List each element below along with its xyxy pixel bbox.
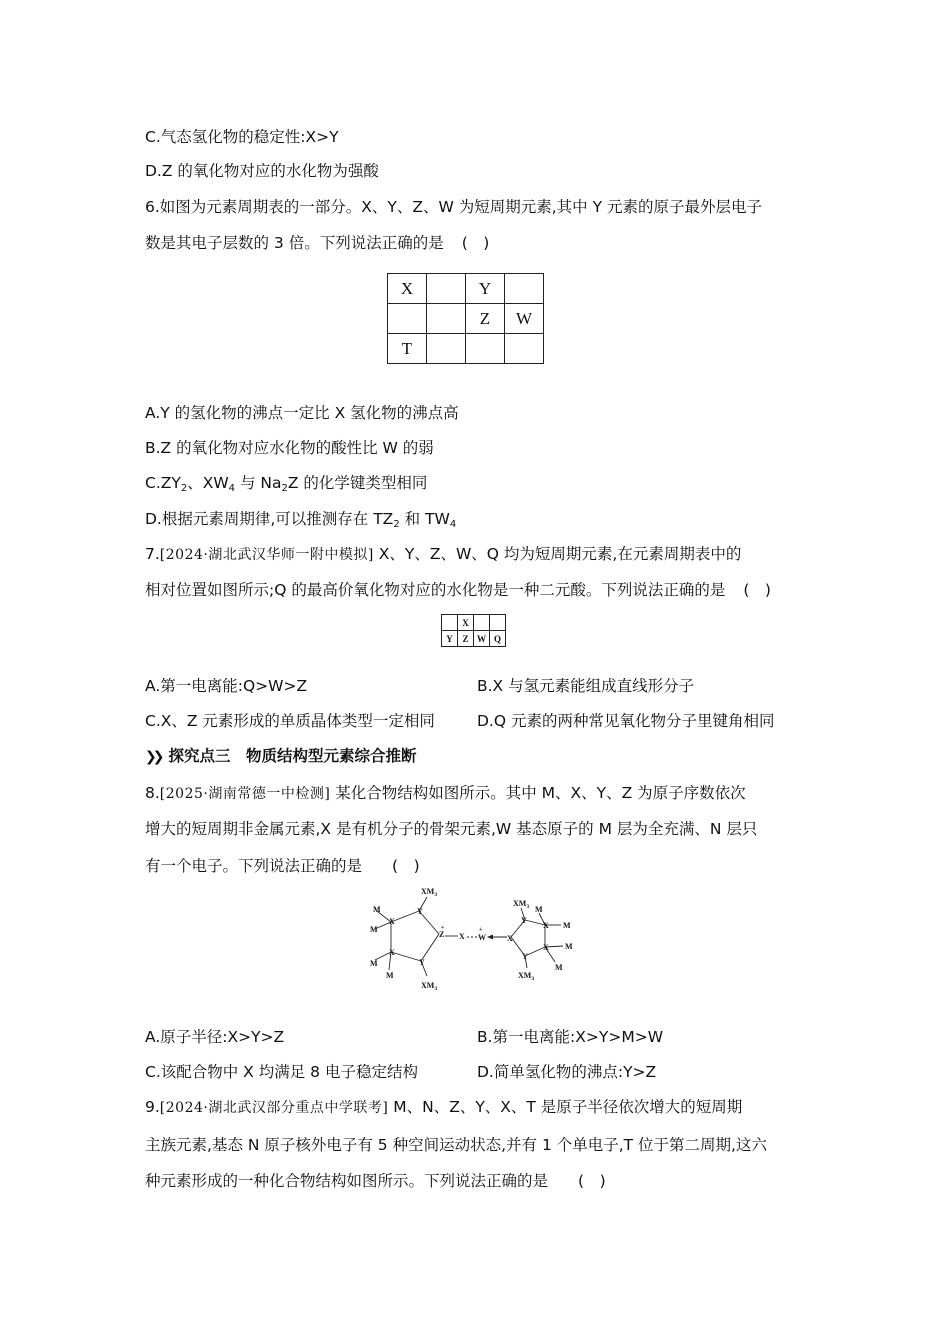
q6-cell xyxy=(505,334,544,364)
q8-structure-diagram xyxy=(365,884,585,990)
q6d-sub1: 2 xyxy=(393,519,400,530)
q9-stem-line1 xyxy=(145,1096,742,1119)
q7-stem-line1 xyxy=(145,543,741,566)
q5-option-d: D.Z 的氧化物对应的水化物为强酸 xyxy=(145,162,379,180)
q8-option-b: B.第一电离能:X>Y>M>W xyxy=(477,1028,664,1046)
q9-stem-line2: 主族元素,基态 N 原子核外电子有 5 种空间运动状态,并有 1 个单电子,T 位于第二周期,这六 xyxy=(145,1136,767,1154)
q6-cell xyxy=(427,304,466,334)
q8-label-y: Y xyxy=(417,907,423,916)
q8-label-x: X xyxy=(389,948,395,957)
q8-charge-plus: + xyxy=(441,925,445,931)
q8-label-x: X xyxy=(459,932,465,941)
q8-label-m: M xyxy=(370,959,378,968)
q7-option-b: B.X 与氢元素能组成直线形分子 xyxy=(477,677,695,695)
q6-cell: W xyxy=(505,304,544,334)
q6-cell xyxy=(466,334,505,364)
q7-cell xyxy=(442,615,458,631)
q6-cell: X xyxy=(388,274,427,304)
q8-label-y: Y xyxy=(419,958,425,967)
q6c-t3: 与 Na xyxy=(235,474,282,492)
q8-label-m: M xyxy=(555,963,563,972)
q9-stem-line3 xyxy=(145,1170,606,1192)
q6-stem-text: 数是其电子层数的 3 倍。下列说法正确的是 xyxy=(145,234,444,252)
q8-label-z: Z xyxy=(439,930,445,939)
q9-stem-text: M、N、Z、Y、X、T 是原子半径依次增大的短周期 xyxy=(388,1098,743,1116)
q8-label-x: X xyxy=(507,934,513,943)
q7-cell: Y xyxy=(442,631,458,647)
q7-source: [2024·湖北武汉华师一附中模拟] xyxy=(159,547,374,563)
section-heading xyxy=(145,745,416,768)
q8-number: 8. xyxy=(145,784,160,802)
q6-periodic-table-fragment xyxy=(387,273,544,364)
q6-cell: Y xyxy=(466,274,505,304)
q7-periodic-table-fragment xyxy=(441,614,506,647)
q6c-sub1: 2 xyxy=(180,483,188,494)
q6d-t1: D.根据元素周期律,可以推测存在 TZ xyxy=(145,510,394,528)
q6-stem-line1: 6.如图为元素周期表的一部分。X、Y、Z、W 为短周期元素,其中 Y 元素的原子最外层电子 xyxy=(145,198,762,216)
q8-stem-line1 xyxy=(145,782,746,805)
q8-option-a: A.原子半径:X>Y>Z xyxy=(145,1028,285,1046)
q6-option-b: B.Z 的氧化物对应水化物的酸性比 W 的弱 xyxy=(145,439,434,457)
q9-number: 9. xyxy=(145,1098,160,1116)
q6-cell xyxy=(388,304,427,334)
q8-label-y: Y xyxy=(521,916,527,925)
q7-option-a: A.第一电离能:Q>W>Z xyxy=(145,677,308,695)
double-chevron-icon: ❯❯ xyxy=(145,749,161,765)
q6c-t2: 、XW xyxy=(187,474,229,492)
q7-number: 7. xyxy=(145,545,160,563)
q7-stem-line2 xyxy=(145,579,771,601)
q8-stem-line2: 增大的短周期非金属元素,X 是有机分子的骨架元素,W 基态原子的 M 层为全充满、N 层只 xyxy=(145,820,758,838)
q6-option-d xyxy=(145,508,456,530)
q6-stem-line2 xyxy=(145,232,489,254)
q8-label-xm3: $XM_3$ xyxy=(513,899,530,910)
q8-stem-line3 xyxy=(145,855,420,877)
q8-label-xm3: $XM_3$ xyxy=(421,981,438,990)
q7-cell: W xyxy=(474,631,490,647)
q6c-sub2: 4 xyxy=(228,483,236,494)
q7-cell: X xyxy=(458,615,474,631)
q8-label-m: M xyxy=(565,942,573,951)
q7-cell: Q xyxy=(490,631,506,647)
q8-label-xm3: $XM_3$ xyxy=(421,887,438,898)
q7-answer-paren: ( ) xyxy=(743,581,771,599)
q5-option-c: C.气态氢化物的稳定性:X>Y xyxy=(145,128,339,146)
q6-answer-paren: ( ) xyxy=(461,234,490,252)
q8-stem-text: 某化合物结构如图所示。其中 M、X、Y、Z 为原子序数依次 xyxy=(330,784,746,802)
q7-cell xyxy=(490,615,506,631)
q8-label-m: M xyxy=(386,971,394,980)
q8-stem-text3: 有一个电子。下列说法正确的是 xyxy=(145,857,363,875)
q6-cell xyxy=(427,334,466,364)
q6-cell xyxy=(427,274,466,304)
q6d-t2: 和 TW xyxy=(399,510,450,528)
section-title: 探究点三 物质结构型元素综合推断 xyxy=(168,747,417,765)
q6d-sub2: 4 xyxy=(449,519,457,530)
q6-cell: Z xyxy=(466,304,505,334)
q8-option-d: D.简单氢化物的沸点:Y>Z xyxy=(477,1063,657,1081)
q7-stem-text2: 相对位置如图所示;Q 的最高价氧化物对应的水化物是一种二元酸。下列说法正确的是 xyxy=(145,581,726,599)
q8-label-w: W xyxy=(478,933,486,942)
q8-label-m: M xyxy=(535,905,543,914)
q8-label-m: M xyxy=(370,925,378,934)
q6c-t1: C.ZY xyxy=(145,474,181,492)
q8-label-x: X xyxy=(543,921,549,930)
q8-option-c: C.该配合物中 X 均满足 8 电子稳定结构 xyxy=(145,1063,418,1081)
q6c-t4: Z 的化学键类型相同 xyxy=(287,474,428,492)
q9-stem-text3: 种元素形成的一种化合物结构如图所示。下列说法正确的是 xyxy=(145,1172,549,1190)
q8-charge-plus: + xyxy=(479,927,483,933)
q6-option-c xyxy=(145,472,427,494)
q8-label-xm3: $XM_3$ xyxy=(518,971,535,982)
q8-label-m: M xyxy=(563,921,571,930)
q6-cell xyxy=(505,274,544,304)
q8-source: [2025·湖南常德一中检测] xyxy=(159,786,331,802)
q8-label-m: M xyxy=(373,905,381,914)
q6-cell: T xyxy=(388,334,427,364)
q8-label-x: X xyxy=(389,917,395,926)
q7-cell xyxy=(474,615,490,631)
q9-source: [2024·湖北武汉部分重点中学联考] xyxy=(159,1100,389,1116)
q8-label-y: Y xyxy=(522,952,528,961)
q6-option-a: A.Y 的氢化物的沸点一定比 X 氢化物的沸点高 xyxy=(145,404,459,422)
q7-option-c: C.X、Z 元素形成的单质晶体类型一定相同 xyxy=(145,712,435,730)
q8-answer-paren: ( ) xyxy=(392,857,420,875)
q8-label-x: X xyxy=(543,943,549,952)
q7-option-d: D.Q 元素的两种常见氧化物分子里键角相同 xyxy=(477,712,775,730)
q7-stem-text: X、Y、Z、W、Q 均为短周期元素,在元素周期表中的 xyxy=(373,545,742,563)
q6c-sub3: 2 xyxy=(281,483,288,494)
q9-answer-paren: ( ) xyxy=(578,1172,606,1190)
q7-cell: Z xyxy=(458,631,474,647)
